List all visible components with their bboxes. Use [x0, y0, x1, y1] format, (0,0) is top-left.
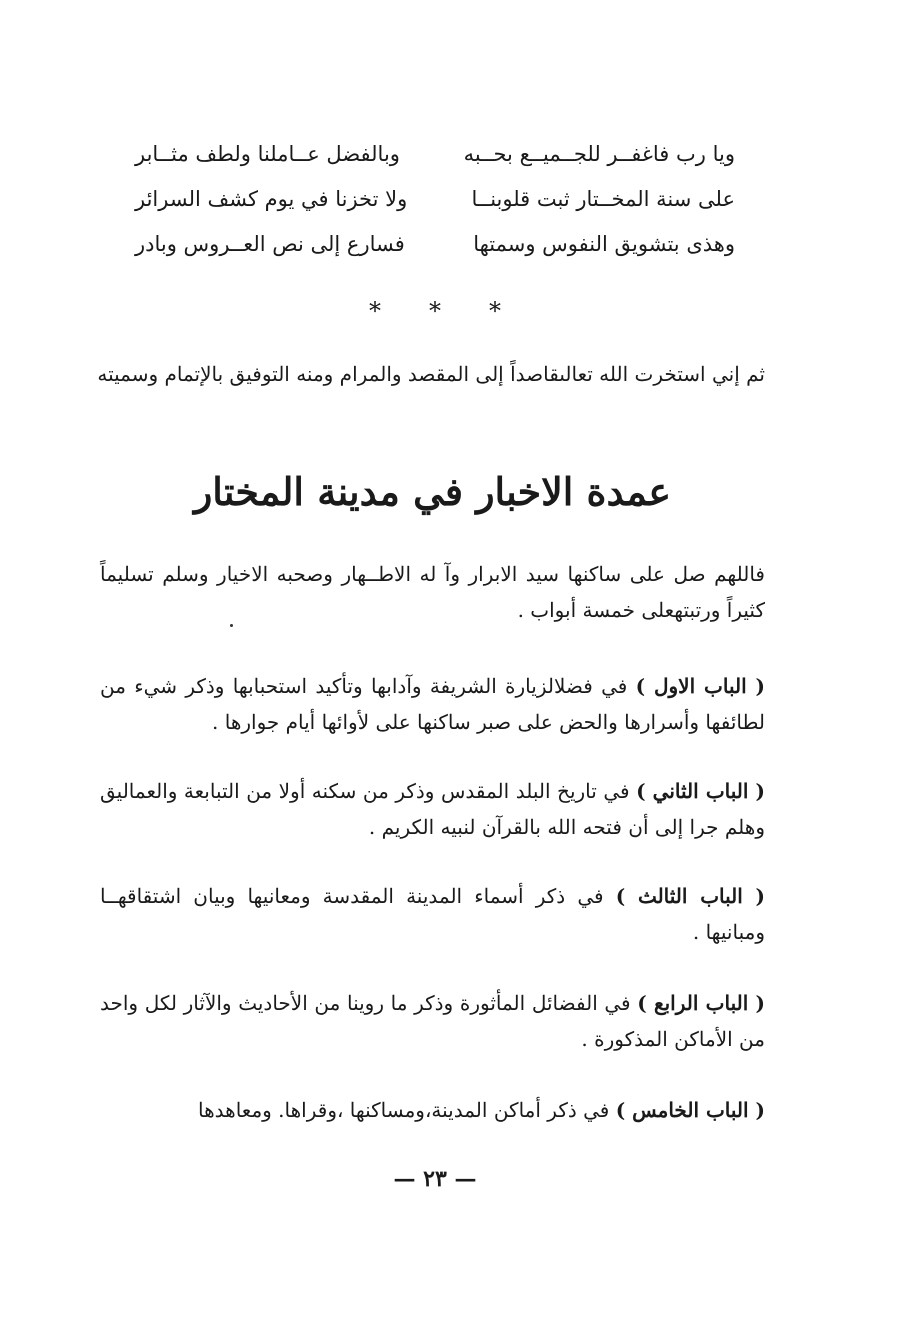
chapter-title: ( الباب الخامس ) — [615, 1098, 765, 1122]
chapter-paragraph — [100, 878, 765, 950]
chapter-description: في تاريخ البلد المقدس وذكر من سكنه أولا من التبابعة والعماليق وهلم جرا إلى أن فتحه الله بالقرآن لنبيه الكريم . — [100, 779, 765, 839]
chapter-paragraph — [100, 1092, 765, 1128]
chapter-paragraph — [100, 773, 765, 845]
hemistich-right: وهذى بتشويق النفوس وسمتها — [473, 232, 735, 256]
ink-speck — [230, 624, 233, 627]
hemistich-right: على سنة المخــتار ثبت قلوبنــا — [471, 187, 735, 211]
chapter-title: ( الباب الثالث ) — [615, 884, 766, 908]
poem-line — [135, 222, 735, 267]
hemistich-left: ولا تخزنا في يوم كشف السرائر — [135, 187, 408, 211]
section-divider-stars — [360, 296, 510, 326]
poem-line — [135, 177, 735, 222]
star-ornament: * — [489, 297, 501, 325]
star-ornament: * — [429, 297, 441, 325]
chapter-title: ( الباب الثاني ) — [636, 779, 766, 803]
page-number: — ٢٣ — — [393, 1166, 477, 1192]
intro-paragraph: ثم إني استخرت الله تعالىقاصداً إلى المقصد والمرام ومنه التوفيق بالإتمام وسميته — [97, 362, 765, 386]
chapter-description: في ذكر أماكن المدينة،ومساكنها ،وقراها. ومعاهدها — [198, 1098, 616, 1122]
chapter-description: في الفضائل المأثورة وذكر ما روينا من الأحاديث والآثار لكل واحد من الأماكن المذكورة . — [100, 991, 765, 1051]
hemistich-left: فسارع إلى نص العــروس وبادر — [135, 232, 405, 256]
chapter-title: ( الباب الرابع ) — [637, 991, 765, 1015]
star-ornament: * — [369, 297, 381, 325]
chapter-description: في ذكر أسماء المدينة المقدسة ومعانيها وبيان اشتقاقهــا ومبانيها . — [100, 884, 765, 944]
poem-line — [135, 132, 735, 177]
book-title: عمدة الاخبار في مدينة المختار — [193, 469, 672, 514]
prayer-paragraph: فاللهم صل على ساكنها سيد الابرار وآ له الاطــهار وصحبه الاخيار وسلم تسليماً كثيراً ورتبتهعلى خمسة أبواب . — [100, 562, 765, 622]
hemistich-right: ويا رب فاغفــر للجــميــع بحــبه — [463, 142, 735, 166]
poem-verses — [135, 132, 735, 267]
chapter-paragraph — [100, 668, 765, 740]
hemistich-left: وبالفضل عــاملنا ولطف مثــابر — [135, 142, 400, 166]
chapter-description: في فضلالزيارة الشريفة وآدابها وتأكيد استحبابها وذكر شيء من لطائفها وأسرارها والحض على صبر ساكنها على لأوائها أيام جوارها . — [100, 674, 765, 734]
chapter-paragraph — [100, 985, 765, 1057]
chapter-title: ( الباب الاول ) — [635, 674, 765, 698]
